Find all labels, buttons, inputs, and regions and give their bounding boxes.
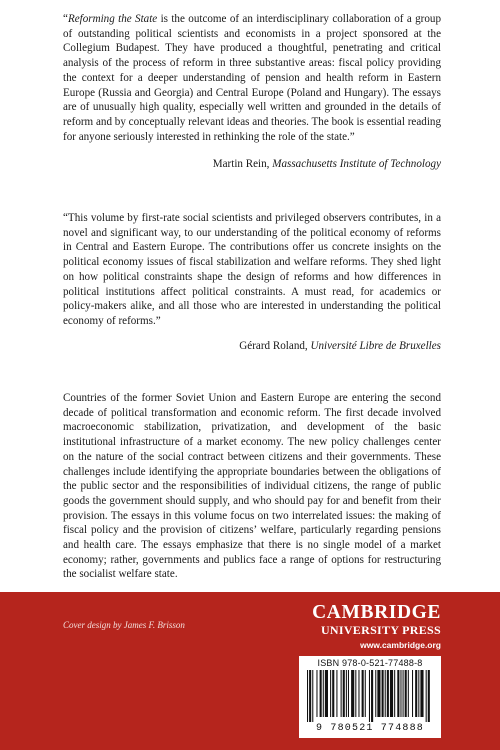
quote-open-mark: “	[63, 13, 68, 25]
barcode-bar	[405, 670, 407, 717]
barcode-bar	[343, 670, 345, 717]
barcode-bar	[365, 670, 366, 717]
barcode-bar	[415, 670, 417, 717]
reviewer-affiliation: Université Libre de Bruxelles	[310, 340, 441, 352]
review-quote-roland	[63, 211, 441, 329]
barcode-bar	[325, 670, 328, 717]
barcode-bar	[377, 670, 380, 717]
barcode-icon	[305, 670, 435, 722]
barcode-bar	[341, 670, 342, 717]
barcode-bar	[382, 670, 384, 717]
barcode-bar	[369, 670, 370, 722]
reviewer-affiliation: Massachusetts Institute of Technology	[272, 158, 441, 170]
barcode-bar	[358, 670, 359, 717]
barcode-bar	[412, 670, 413, 717]
publisher-logo-subtitle: UNIVERSITY PRESS	[320, 623, 441, 637]
barcode-bar	[397, 670, 399, 717]
barcode-panel	[299, 656, 441, 738]
barcode-bar	[418, 670, 419, 717]
review-quote-rein-text: is the outcome of an interdisciplinary collaboration of a group of outstanding political scientists and economists in a project sponsored at the Collegium Budapest. They have produced a thoughtful, penetrating and critical analysis of the process of reform in three substantive areas: fiscal policy providing the context for a deeper understanding of pension and health reform in Eastern Europe (Russia and Georgia) and Central Europe (Poland and Hungary). The essays are of unusually high quality, especially well written and grounded in the details of reform and by conceptually relevant ideas and theories. The book is essential reading for anyone seriously interested in rethinking the role of the state.”	[63, 13, 441, 143]
book-description: Countries of the former Soviet Union and Eastern Europe are entering the second decade of political transformation and economic reform. The first decade involved macroeconomic stabilization, privatization, and development of the basic institutional infrastructure of a market economy. The new policy challenges center on the nature of the social contract between citizens and their governments. These challenges include identifying the appropriate boundaries between the obligations of the public sector and the responsibilities of individual citizens, the range of public goods the government should supply, and who should pay for and benefit from their provision. The essays in this volume focus on two interrelated issues: the making of fiscal policy and the provision of citizens’ welfare, particularly regarding pensions and health care. The essays emphasize that there is no single model of a market economy; rather, governments and publics face a range of options for restructuring the socialist welfare state.	[63, 392, 441, 581]
cover-design-credit: Cover design by James F. Brisson	[63, 620, 185, 630]
barcode-bar	[394, 670, 395, 717]
barcode-bar	[336, 670, 337, 717]
barcode-bar	[316, 670, 317, 717]
barcode-bar	[426, 670, 427, 722]
barcode-bar	[309, 670, 311, 722]
barcode-bar	[320, 670, 322, 717]
book-title: Reforming the State	[67, 13, 158, 25]
barcode-bar	[307, 670, 308, 722]
barcode-bar	[408, 670, 409, 717]
publisher-url: www.cambridge.org	[360, 640, 441, 650]
barcode-bar	[387, 670, 389, 717]
barcode-bar	[403, 670, 404, 717]
barcode-bar	[385, 670, 386, 717]
barcode-bar	[420, 670, 423, 717]
barcode-bar	[371, 670, 373, 722]
barcode-digits: 9 780521 774888	[315, 723, 424, 734]
barcode-bar	[330, 670, 331, 717]
barcode-bar	[323, 670, 324, 717]
barcode-bar	[400, 670, 401, 717]
barcode-bar	[332, 670, 334, 717]
barcode-bar	[428, 670, 430, 722]
review-quote-rein	[63, 12, 441, 144]
barcode-bar	[351, 670, 354, 717]
review-attribution-roland	[239, 339, 441, 353]
barcode-bar	[348, 670, 349, 717]
barcode-bar	[375, 670, 376, 717]
publisher-logo-name: CAMBRIDGE	[312, 602, 441, 623]
barcode-bar	[346, 670, 347, 717]
review-quote-roland-text: “This volume by first-rate social scientists and privileged observers contributes, in a novel and significant way, to our understanding of the political economy of reforms in Central and Eastern Europe. The contributions offer us concrete insights on the political economy issues of fiscal stabilization and welfare reforms. They shed light on how political constraints shape the design of reforms and how differences in political institutions affect political constraints. A must read, for academics or policy-makers alike, and all those who are interested in understanding the political economy of reforms.”	[63, 212, 441, 327]
reviewer-name: Martin Rein,	[212, 158, 273, 170]
review-attribution-rein	[213, 157, 441, 171]
barcode-bar	[390, 670, 393, 717]
isbn-label: ISBN 978-0-521-77488-8	[317, 658, 423, 668]
barcode-bar	[362, 670, 364, 717]
barcode-bar	[355, 670, 356, 717]
reviewer-name: Gérard Roland,	[239, 340, 311, 352]
barcode-bar	[312, 670, 313, 722]
